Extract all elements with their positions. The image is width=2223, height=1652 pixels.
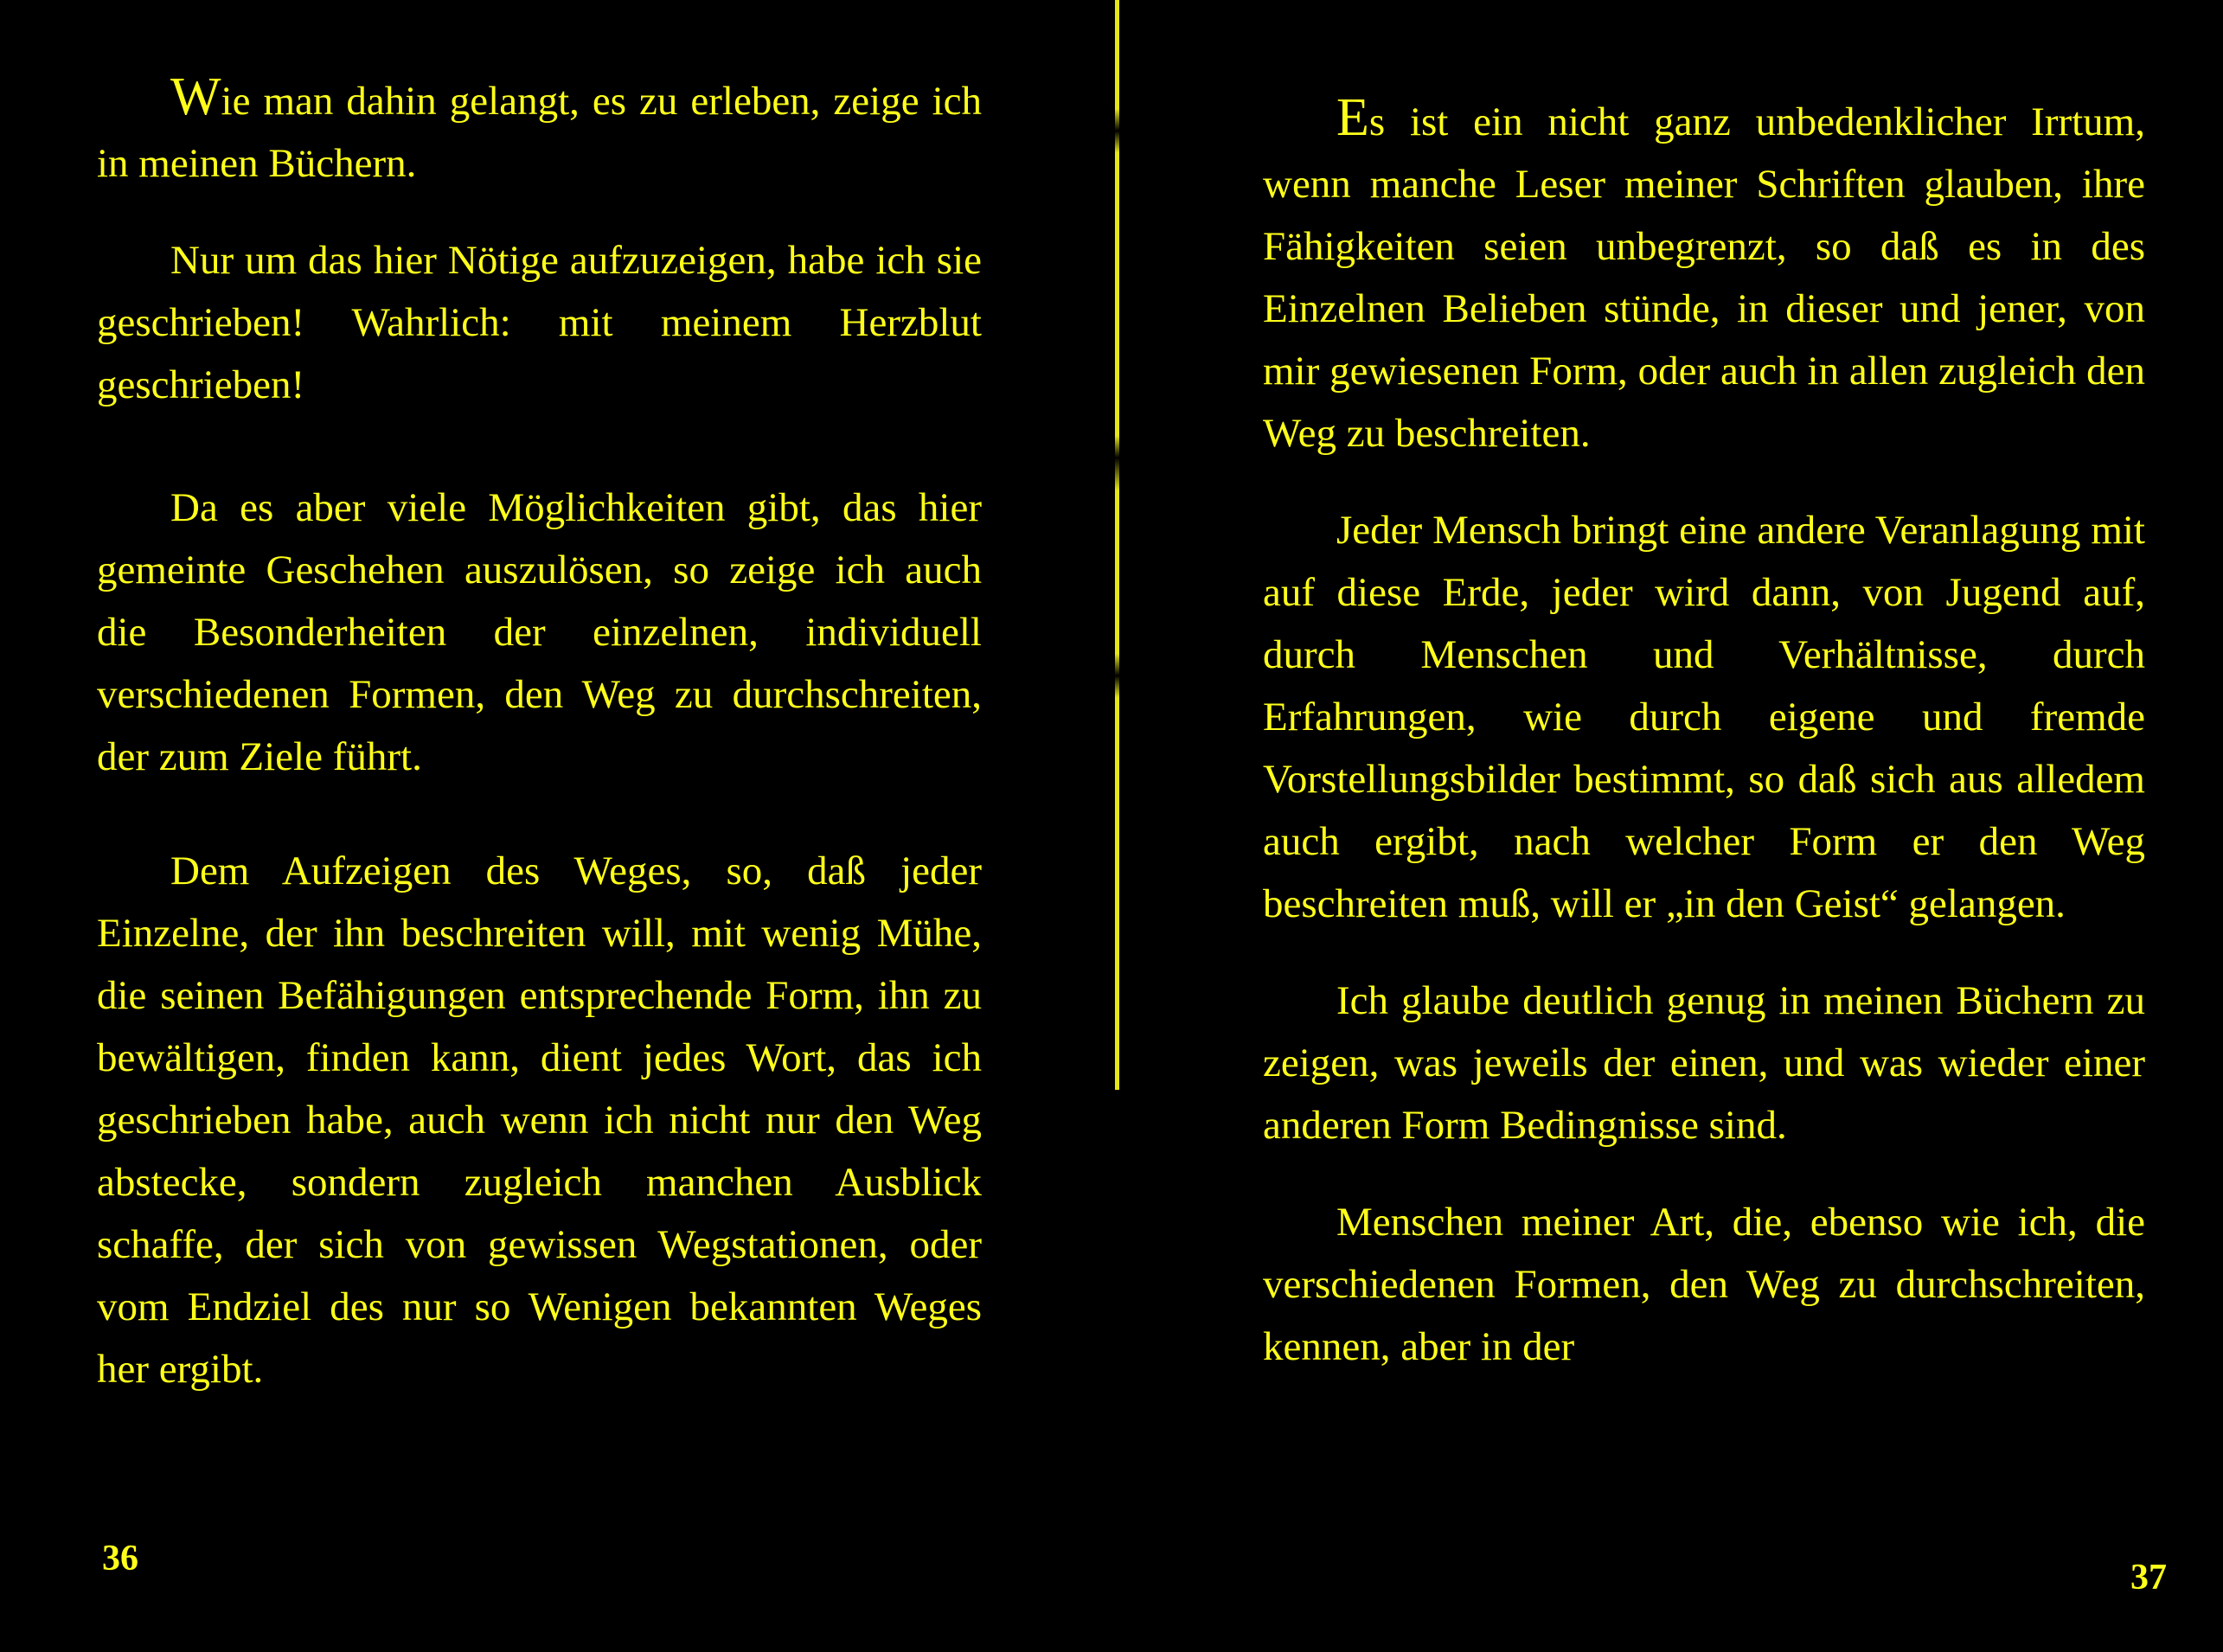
left-paragraph-3: Da es aber viele Möglichkeiten gibt, das hier gemeinte Geschehen auszulösen, so zeige ich auch die Besonderheiten der einzelnen, individuell verschiedenen Formen, den Weg zu durchschreiten, der zum Ziele führt. [97, 485, 982, 779]
right-paragraph-2: Jeder Mensch bringt eine andere Veranlagung mit auf diese Erde, jeder wird dann, von Jugend auf, durch Menschen und Verhältnisse, durch Erfahrungen, wie durch eigene und fremde Vorstellungsbilder bestimmt, so daß sich aus alledem auch ergibt, nach welcher Form er den Weg beschreiten muß, will er „in den Geist“ gelangen. [1263, 508, 2145, 926]
left-paragraph-2: Nur um das hier Nötige aufzuzeigen, habe ich sie geschrieben! Wahrlich: mit meinem Herzblut geschrieben! [97, 238, 982, 407]
right-paragraph-4: Menschen meiner Art, die, ebenso wie ich, die verschiedenen Formen, den Weg zu durchschreiten, kennen, aber in der [1263, 1200, 2145, 1369]
right-initial-letter: E [1336, 88, 1369, 147]
left-paragraph-1 [97, 66, 982, 195]
right-paragraph-3: Ich glaube deutlich genug in meinen Büchern zu zeigen, was jeweils der einen, und was wieder einer anderen Form Bedingnisse sind. [1263, 978, 2145, 1148]
left-initial-letter: W [170, 67, 221, 126]
left-paragraph-4: Dem Aufzeigen des Weges, so, daß jeder Einzelne, der ihn beschreiten will, mit wenig Mühe, die seinen Befähigungen entsprechende Form, ihn zu bewältigen, finden kann, dient jedes Wort, das ich geschrieben habe, auch wenn ich nicht nur den Weg abstecke, sondern zugleich manchen Ausblick schaffe, der sich von gewissen Wegstationen, oder vom Endziel des nur so Wenigen bekannten Weges her ergibt. [97, 848, 982, 1392]
right-page [1124, 0, 2223, 1652]
right-text-column [1263, 86, 2145, 1378]
left-paragraph-1-text: ie man dahin gelangt, es zu erleben, zeige ich in meinen Büchern. [97, 79, 982, 186]
right-paragraph-1 [1263, 86, 2145, 464]
right-page-number: 37 [2130, 1558, 2167, 1598]
left-page-number: 36 [102, 1539, 138, 1578]
right-paragraph-1-text: s ist ein nicht ganz unbedenklicher Irrtum, wenn manche Leser meiner Schriften glauben, ihre Fähigkeiten seien unbegrenzt, so daß es in des Einzelnen Belieben stünde, in dieser und jener, von mir gewiesenen Form, oder auch in allen zugleich den Weg zu beschreiten. [1263, 99, 2145, 456]
left-text-column [97, 66, 982, 1400]
book-gutter [1115, 0, 1119, 1090]
